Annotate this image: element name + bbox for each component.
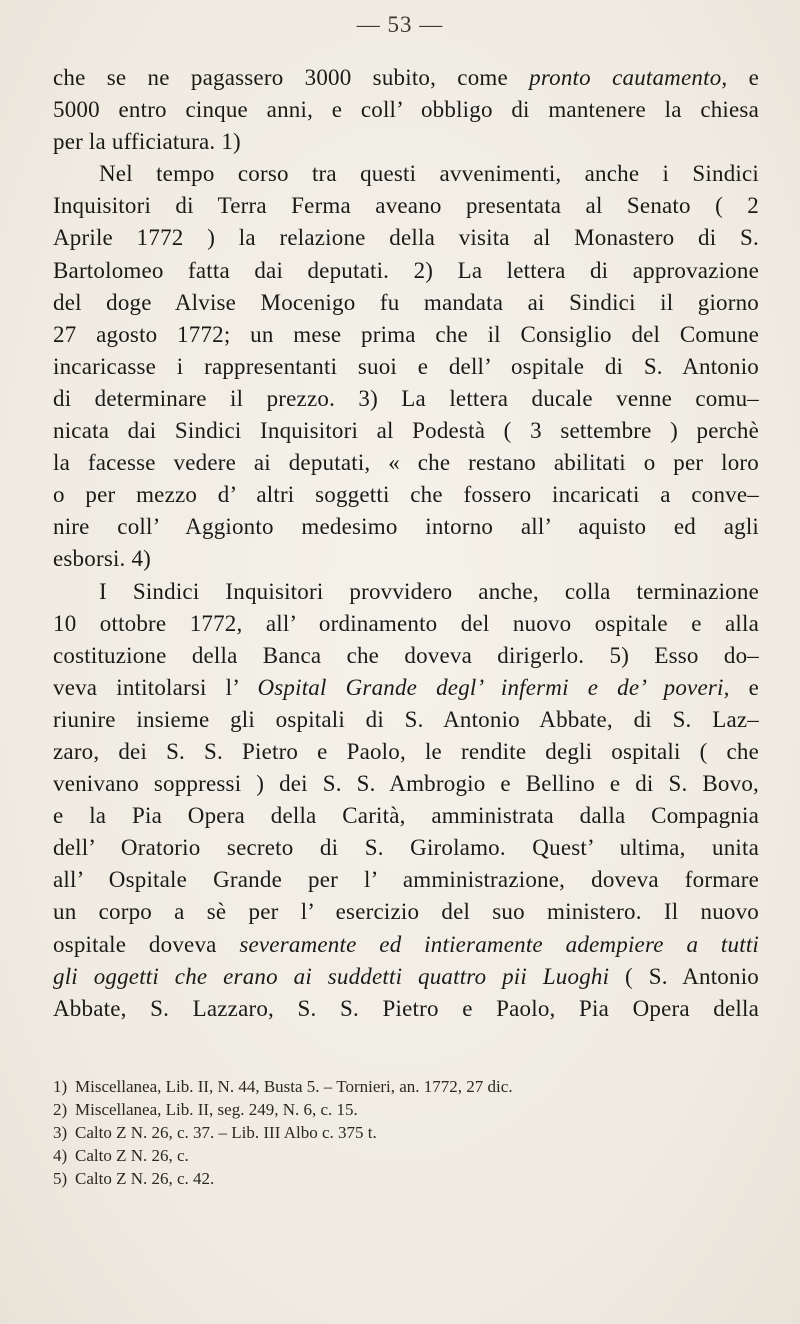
text-line [53,929,759,961]
text-segment: veva intitolarsi l’ [53,674,258,700]
text-segment: 5000 entro cinque anni, e coll’ obbligo di mantenere la chiesa [53,97,759,123]
text-line [53,255,759,287]
text-segment: un corpo a sè per l’ esercizio del suo ministero. Il nuovo [53,899,759,925]
text-segment: o per mezzo d’ altri soggetti che fossero incaricati a conve– [53,482,759,508]
text-segment: dell’ Oratorio secreto di S. Girolamo. Quest’ ultima, unita [53,835,759,861]
footnote-text: Miscellanea, Lib. II, seg. 249, N. 6, c. 15. [75,1100,358,1119]
footnote [53,1144,773,1167]
text-line [53,608,759,640]
text-line [53,447,759,479]
text-segment: esborsi. 4) [53,546,152,572]
footnote-marker: 2) [53,1100,68,1119]
footnote-marker: 4) [53,1146,68,1165]
footnote-text: Calto Z N. 26, c. [75,1146,189,1165]
text-line [53,576,759,608]
text-line [53,543,759,575]
text-line [53,351,759,383]
text-line [53,222,759,254]
footnote [53,1098,773,1121]
text-line [53,704,759,736]
italic-segment: severamente ed intieramente adempiere a tutti [239,931,759,957]
text-segment: venivano soppressi ) dei S. S. Ambrogio e Bellino e di S. Bovo, [53,771,759,797]
text-line [53,287,759,319]
footnote [53,1167,773,1190]
text-line [53,319,759,351]
text-line [53,640,759,672]
footnote-text: Calto Z N. 26, c. 37. – Lib. III Albo c. 375 t. [75,1123,377,1142]
text-segment: incaricasse i rappresentanti suoi e dell’ ospitale di S. Antonio [53,353,759,379]
text-line [53,62,759,94]
text-line [53,896,759,928]
text-segment: Bartolomeo fatta dai deputati. 2) La lettera di approvazione [53,257,759,283]
text-line [53,511,759,543]
text-line [53,383,759,415]
text-segment: Abbate, S. Lazzaro, S. S. Pietro e Paolo, Pia Opera della [53,995,759,1021]
main-text [53,62,759,1025]
text-line [53,158,759,190]
text-segment: Aprile 1772 ) la relazione della visita al Monastero di S. [53,225,759,251]
text-line [53,961,759,993]
footnote-text: Calto Z N. 26, c. 42. [75,1169,215,1188]
text-segment: riunire insieme gli ospitali di S. Antonio Abbate, di S. Laz– [53,706,759,732]
text-line [53,190,759,222]
text-segment: Nel tempo corso tra questi avvenimenti, anche i Sindici [99,161,759,187]
text-segment: del doge Alvise Mocenigo fu mandata ai Sindici il giorno [53,289,759,315]
text-line [53,672,759,704]
text-segment: e [727,65,759,90]
text-line [53,768,759,800]
text-segment: che se ne pagassero 3000 subito, come [53,65,530,90]
text-segment: la facesse vedere ai deputati, « che restano abilitati o per loro [53,450,759,476]
text-line [53,832,759,864]
text-segment: ( S. Antonio [609,963,759,989]
text-line [53,126,759,158]
page-number: — 53 — [356,12,444,37]
text-line [53,736,759,768]
text-segment: 27 agosto 1772; un mese prima che il Consiglio del Comune [53,321,759,347]
text-segment: nicata dai Sindici Inquisitori al Podestà ( 3 settembre ) perchè [53,418,759,444]
text-segment: I Sindici Inquisitori provvidero anche, colla terminazione [99,578,759,604]
text-line [53,415,759,447]
footnote [53,1075,773,1098]
text-segment: zaro, dei S. S. Pietro e Paolo, le rendite degli ospitali ( che [53,738,759,764]
italic-segment: gli oggetti che erano ai suddetti quattro pii Luoghi [53,963,610,989]
text-segment: nire coll’ Aggionto medesimo intorno all’ aquisto ed agli [53,514,759,540]
text-line [53,479,759,511]
italic-segment: pronto cautamento, [529,65,728,90]
text-segment: e [729,674,759,700]
footnote-text: Miscellanea, Lib. II, N. 44, Busta 5. – Tornieri, an. 1772, 27 dic. [75,1077,513,1096]
italic-segment: Ospital Grande degl’ infermi e de’ poveri, [257,674,730,700]
text-line [53,993,759,1025]
footnote [53,1121,773,1144]
text-segment: Inquisitori di Terra Ferma aveano presentata al Senato ( 2 [53,193,759,219]
text-segment: di determinare il prezzo. 3) La lettera ducale venne comu– [53,385,759,411]
footnotes [53,1075,773,1190]
text-line [53,864,759,896]
text-segment: e la Pia Opera della Carità, amministrata dalla Compagnia [53,803,759,829]
footnote-marker: 3) [53,1123,68,1142]
text-line [53,94,759,126]
text-segment: all’ Ospitale Grande per l’ amministrazione, doveva formare [53,867,759,893]
text-line [53,800,759,832]
text-segment: ospitale doveva [53,931,240,957]
text-segment: per la ufficiatura. 1) [53,129,241,155]
text-segment: costituzione della Banca che doveva dirigerlo. 5) Esso do– [53,642,759,668]
footnote-marker: 1) [53,1077,68,1096]
footnote-marker: 5) [53,1169,68,1188]
text-segment: 10 ottobre 1772, all’ ordinamento del nuovo ospitale e alla [53,610,759,636]
